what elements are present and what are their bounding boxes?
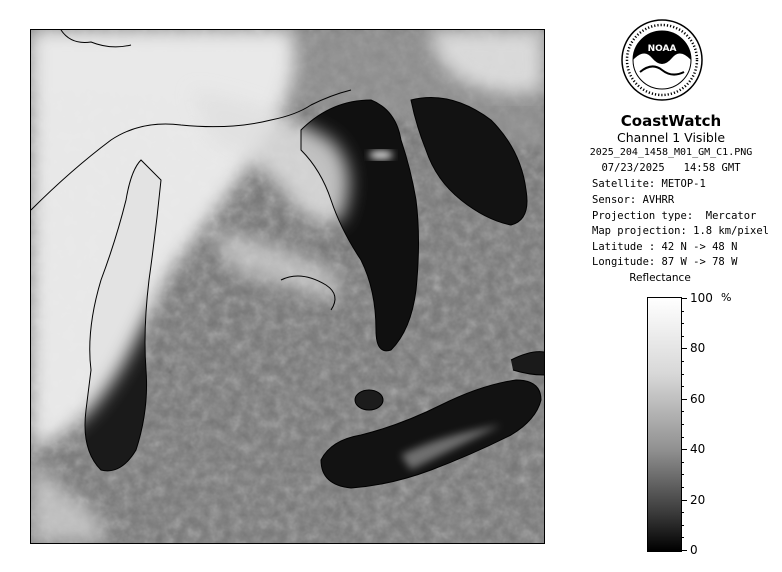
legend-minor-tick [681,512,684,513]
legend-tick-label: 0 [690,543,698,557]
longitude-label: Longitude: 87 W -> 78 W [592,256,738,268]
svg-text:NOAA: NOAA [647,44,677,54]
reflectance-colorbar [647,297,682,552]
legend-minor-tick [681,374,684,375]
channel-label: Channel 1 Visible [616,130,726,145]
legend-tick-label: 60 [690,391,706,406]
satellite-map [30,29,545,544]
legend-minor-tick [681,386,684,387]
legend-minor-tick [681,411,684,412]
legend-minor-tick [681,462,684,463]
sensor-label: Sensor: AVHRR [592,194,675,206]
satellite-label: Satellite: METOP-1 [592,178,706,190]
legend-tick-label: 20 [690,492,706,507]
legend-minor-tick [681,424,684,425]
legend-tick [681,298,687,299]
legend-tick-label: 80 [690,341,706,356]
legend-tick [681,550,687,551]
legend-tick-label: 100 [690,291,713,305]
legend-title: Reflectance [629,272,691,284]
legend-minor-tick [681,487,684,488]
legend-unit: % [721,291,732,304]
projection-type-label: Projection type: Mercator [592,210,757,222]
legend-minor-tick [681,311,684,312]
product-title: CoastWatch [620,112,722,130]
datetime-label: 07/23/2025 14:58 GMT [601,162,741,174]
legend-tick [681,500,687,501]
map-image [31,30,544,543]
legend-tick-label: 40 [690,442,706,457]
map-projection-label: Map projection: 1.8 km/pixel [592,225,770,237]
legend-minor-tick [681,525,684,526]
legend-minor-tick [681,361,684,362]
legend-tick [681,449,687,450]
latitude-label: Latitude : 42 N -> 48 N [592,241,738,253]
legend-minor-tick [681,474,684,475]
legend-minor-tick [681,437,684,438]
noaa-logo [620,18,704,102]
legend-tick [681,399,687,400]
filename-label: 2025_204_1458_M01_GM_C1.PNG [589,147,753,158]
legend-minor-tick [681,336,684,337]
legend-tick [681,348,687,349]
legend-minor-tick [681,537,684,538]
legend-minor-tick [681,323,684,324]
